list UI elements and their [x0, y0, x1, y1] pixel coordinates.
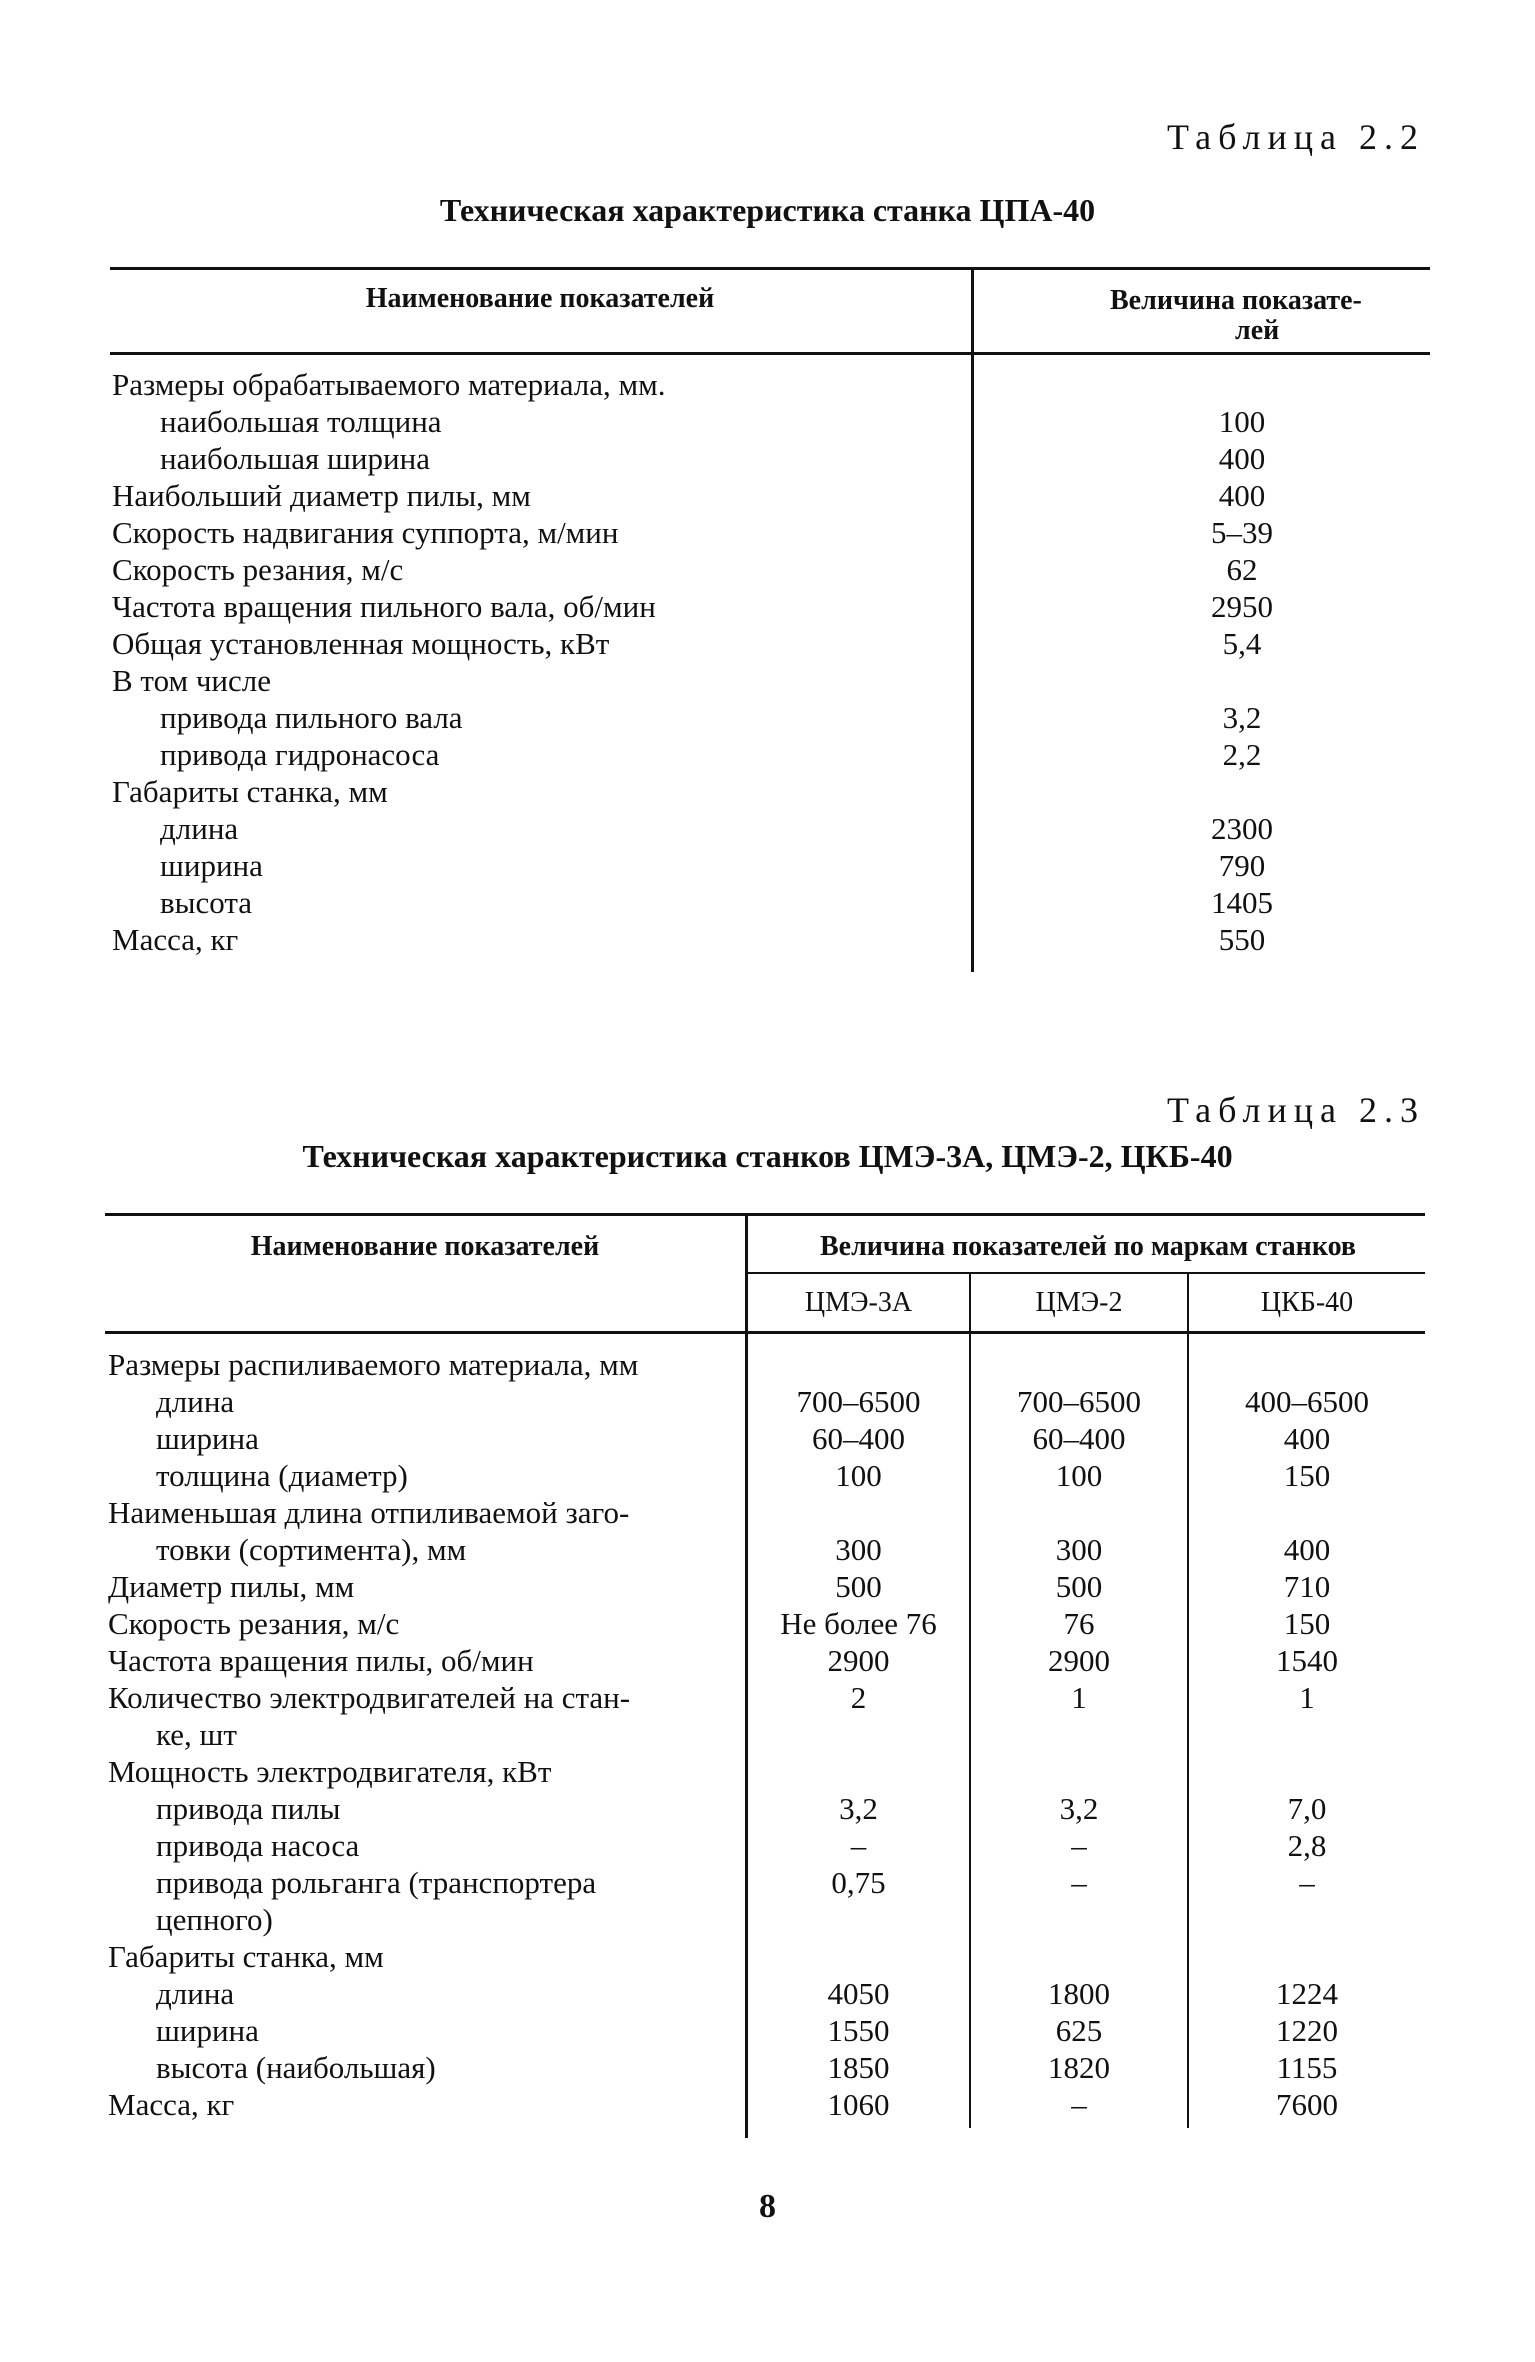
table-row: [112, 921, 1432, 958]
table-2-2-caption: Техническая характеристика станка ЦПА-40: [439, 192, 1096, 228]
cell-value-col1: 300: [835, 1532, 882, 1567]
table-row: [108, 1457, 1428, 1494]
row-label: Мощность электродвигателя, кВт: [108, 1754, 552, 1789]
table-row: [112, 588, 1432, 625]
table-2-3-body: [108, 1346, 1428, 2123]
cell-value-col2: 60–400: [1032, 1421, 1126, 1456]
row-label: Габариты станка, мм: [112, 774, 388, 809]
table-row: [108, 1346, 1428, 1383]
table-row: [108, 1864, 1428, 1901]
cell-value-col2: 625: [1055, 2013, 1103, 2048]
row-value: 400: [1218, 441, 1266, 476]
cell-value-col3: 1220: [1276, 2013, 1338, 2048]
table-row: [112, 440, 1432, 477]
row-label: ширина: [160, 848, 263, 883]
table-row: [108, 1753, 1428, 1790]
table-row: [112, 773, 1432, 810]
row-label: привода рольганга (транспортера: [156, 1865, 597, 1900]
row-label: привода пильного вала: [160, 700, 463, 735]
row-value: 5–39: [1211, 515, 1273, 550]
row-label: длина: [160, 811, 239, 846]
row-label: ке, шт: [156, 1717, 237, 1752]
cell-value-col2: 3,2: [1059, 1791, 1099, 1826]
table-2-2-header-name: Наименование показателей: [365, 283, 715, 314]
table-2-3-label: Таблица 2.3: [1167, 1090, 1425, 1130]
cell-value-col2: 300: [1055, 1532, 1103, 1567]
cell-value-col1: 500: [835, 1569, 882, 1604]
row-label: ширина: [156, 1421, 259, 1456]
cell-value-col3: 400–6500: [1245, 1384, 1369, 1419]
row-value: 3,2: [1222, 700, 1262, 735]
cell-value-col1: 3,2: [839, 1791, 878, 1826]
cell-value-col3: 150: [1283, 1458, 1331, 1493]
row-value: 5,4: [1222, 626, 1262, 661]
cell-value-col3: 1224: [1276, 1976, 1338, 2011]
cell-value-col3: –: [1299, 1865, 1315, 1900]
row-label: привода гидронасоса: [160, 737, 440, 772]
row-label: толщина (диаметр): [156, 1458, 408, 1493]
row-value: 2,2: [1222, 737, 1262, 772]
cell-value-col1: 100: [835, 1458, 882, 1493]
table-row: [108, 1827, 1428, 1864]
cell-value-col1: 4050: [827, 1976, 890, 2011]
table-2-3-header-col2: ЦМЭ-2: [1035, 1287, 1123, 1318]
cell-value-col3: 710: [1283, 1569, 1331, 1604]
table-row: [112, 810, 1432, 847]
row-label: Частота вращения пилы, об/мин: [108, 1643, 534, 1678]
table-row: [112, 662, 1432, 699]
cell-value-col1: 0,75: [831, 1865, 886, 1900]
row-label: привода насоса: [156, 1828, 360, 1863]
table-row: [112, 625, 1432, 662]
table-2-3-header-group: Величина показателей по маркам станков: [819, 1231, 1357, 1262]
cell-value-col3: 1540: [1276, 1643, 1338, 1678]
page-number: 8: [759, 2188, 776, 2225]
table-2-3-header-rule: [105, 1331, 1425, 1334]
table-2-2-header-rule: [110, 352, 1430, 355]
row-value: 1405: [1211, 885, 1273, 920]
table-row: [108, 1568, 1428, 1605]
cell-value-col2: 1800: [1048, 1976, 1110, 2011]
cell-value-col3: 1155: [1276, 2050, 1338, 2085]
row-label: наибольшая ширина: [160, 441, 430, 476]
table-2-2-label: Таблица 2.2: [1167, 117, 1425, 157]
cell-value-col3: 400: [1283, 1421, 1331, 1456]
table-row: [108, 1716, 1428, 1753]
cell-value-col2: –: [1071, 1828, 1087, 1863]
table-row: [108, 2012, 1428, 2049]
cell-value-col3: 1: [1299, 1680, 1315, 1715]
cell-value-col3: 2,8: [1287, 1828, 1327, 1863]
cell-value-col3: 7,0: [1287, 1791, 1327, 1826]
table-row: [108, 1938, 1428, 1975]
table-2-3-top-rule: [105, 1213, 1425, 1216]
row-label: ширина: [156, 2013, 259, 2048]
cell-value-col1: 700–6500: [796, 1384, 921, 1419]
row-value: 400: [1218, 478, 1266, 513]
row-label: Скорость резания, м/с: [108, 1606, 400, 1641]
cell-value-col1: 60–400: [812, 1421, 905, 1456]
cell-value-col2: 700–6500: [1017, 1384, 1141, 1419]
table-2-2-top-rule: [110, 267, 1430, 270]
cell-value-col2: –: [1071, 2087, 1087, 2122]
table-row: [112, 699, 1432, 736]
row-value: 790: [1218, 848, 1266, 883]
row-label: Диаметр пилы, мм: [108, 1569, 355, 1604]
cell-value-col3: 7600: [1276, 2087, 1338, 2122]
row-label: Скорость надвигания суппорта, м/мин: [112, 515, 619, 550]
row-label: В том числе: [112, 663, 272, 698]
row-label: наибольшая толщина: [160, 404, 442, 439]
table-row: [108, 2049, 1428, 2086]
row-label: цепного): [156, 1902, 273, 1937]
table-row: [112, 403, 1432, 440]
row-value: 62: [1226, 552, 1258, 587]
row-label: Общая установленная мощность, кВт: [112, 626, 610, 661]
row-label: Частота вращения пильного вала, об/мин: [112, 589, 656, 624]
table-row: [108, 1605, 1428, 1642]
table-2-2-header-value: Величина показате- лей: [1110, 285, 1362, 346]
table-row: [108, 1531, 1428, 1568]
cell-value-col1: 2900: [827, 1643, 890, 1678]
cell-value-col1: 1850: [827, 2050, 890, 2085]
cell-value-col1: 2: [850, 1680, 867, 1715]
row-label: высота: [160, 885, 253, 920]
cell-value-col1: 1060: [827, 2087, 890, 2122]
cell-value-col2: 500: [1055, 1569, 1103, 1604]
table-row: [112, 736, 1432, 773]
table-2-3-subheader-rule: [745, 1272, 1425, 1274]
row-label: Масса, кг: [108, 2087, 235, 2122]
cell-value-col2: 76: [1063, 1606, 1095, 1641]
table-row: [112, 366, 1432, 403]
row-label: высота (наибольшая): [156, 2050, 436, 2085]
row-value: 2950: [1211, 589, 1273, 624]
cell-value-col2: 2900: [1048, 1643, 1110, 1678]
table-row: [108, 1420, 1428, 1457]
table-row: [112, 884, 1432, 921]
table-row: [108, 1901, 1428, 1938]
row-label: Масса, кг: [112, 922, 239, 957]
cell-value-col1: Не более 76: [780, 1606, 937, 1641]
table-row: [108, 1383, 1428, 1420]
cell-value-col3: 400: [1283, 1532, 1331, 1567]
table-row: [108, 1642, 1428, 1679]
table-row: [112, 514, 1432, 551]
cell-value-col2: 1820: [1048, 2050, 1110, 2085]
table-2-3-header-name: Наименование показателей: [250, 1231, 600, 1262]
row-label: Наибольший диаметр пилы, мм: [112, 478, 531, 513]
row-label: Размеры обрабатываемого материала, мм.: [112, 367, 666, 402]
table-row: [108, 1679, 1428, 1716]
row-value: 100: [1218, 404, 1266, 439]
row-label: товки (сортимента), мм: [156, 1532, 467, 1567]
row-label: Наименьшая длина отпиливаемой заго-: [108, 1495, 630, 1530]
table-row: [112, 551, 1432, 588]
cell-value-col2: 100: [1055, 1458, 1103, 1493]
row-label: длина: [156, 1976, 235, 2011]
table-row: [108, 1790, 1428, 1827]
table-row: [108, 2086, 1428, 2123]
row-label: Размеры распиливаемого материала, мм: [108, 1347, 639, 1382]
cell-value-col3: 150: [1283, 1606, 1331, 1641]
cell-value-col2: –: [1071, 1865, 1087, 1900]
row-label: Габариты станка, мм: [108, 1939, 384, 1974]
table-2-2-body: [112, 366, 1432, 958]
cell-value-col1: 1550: [827, 2013, 890, 2048]
row-value: 2300: [1211, 811, 1273, 846]
cell-value-col1: –: [850, 1828, 867, 1863]
cell-value-col2: 1: [1071, 1680, 1087, 1715]
table-row: [108, 1494, 1428, 1531]
row-label: длина: [156, 1384, 235, 1419]
table-2-3-header-col1: ЦМЭ-3А: [804, 1287, 913, 1318]
row-label: привода пилы: [156, 1791, 341, 1826]
row-label: Скорость резания, м/с: [112, 552, 404, 587]
row-label: Количество электродвигателей на стан-: [108, 1680, 631, 1715]
table-row: [108, 1975, 1428, 2012]
row-value: 550: [1218, 922, 1266, 957]
table-row: [112, 847, 1432, 884]
table-2-3-caption: Техническая характеристика станков ЦМЭ-3А, ЦМЭ-2, ЦКБ-40: [302, 1138, 1233, 1174]
table-2-3-header-col3: ЦКБ-40: [1260, 1287, 1354, 1318]
table-row: [112, 477, 1432, 514]
